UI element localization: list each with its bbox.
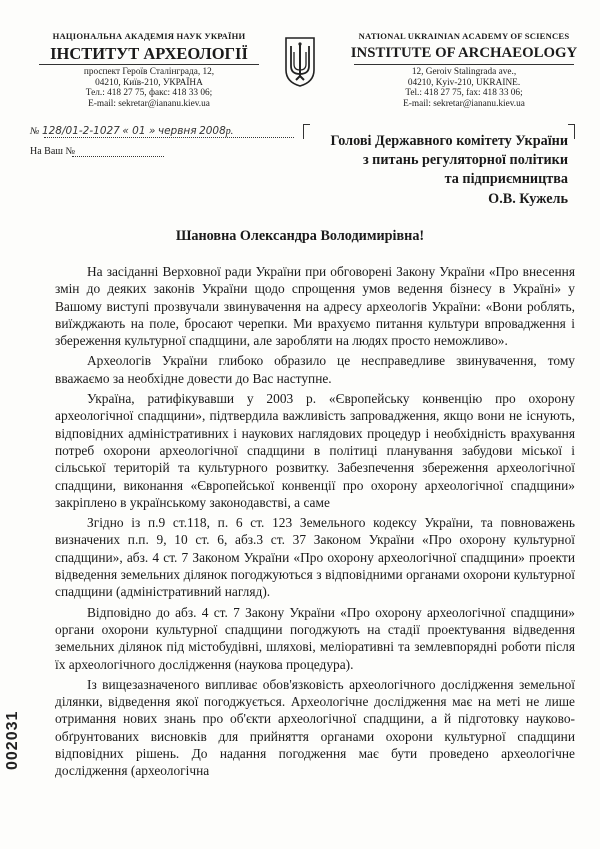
reference-underline xyxy=(44,137,294,138)
addressee-line: з питань регуляторної політики xyxy=(362,152,568,169)
salutation: Шановна Олександра Володимирівна! xyxy=(175,228,425,244)
address-line: 04210, Київ-210, УКРАЇНА xyxy=(95,77,203,88)
body-paragraph: Відповідно до абз. 4 ст. 7 Закону України «Про охорону археологічної спадщини» органи охорони культурної спадщини погоджують на стадії проектування відведення земельних ділянок під містобудівні, шляхові, меліоративні та землевпорядні роботи після їх археологічного дослідження (наукова процедура). xyxy=(55,604,575,672)
reference-number-label: № xyxy=(30,126,40,137)
trident-icon xyxy=(284,36,316,88)
body-paragraph: Археологів України глибоко образило це несправедливе звинувачення, тому вважаємо за необхідне довести до Вас наступне. xyxy=(55,353,575,386)
archive-number: 002031 xyxy=(4,710,21,770)
address-line: проспект Героїв Сталінграда, 12, xyxy=(83,67,215,77)
letterhead-english xyxy=(348,31,580,109)
email-line: E-mail: sekretar@iananu.kiev.ua xyxy=(88,98,210,109)
addressee-line: Голові Державного комітету України xyxy=(330,133,568,149)
addressee-block xyxy=(331,132,569,209)
body-paragraph: На засіданні Верховної ради України при обговорені Закону України «Про внесення змін до деяких законів України щодо спрощення умов ведення бізнесу в Україні» у Вашому виступі прозвучали звинувачення на адресу археологів України: «Вони роблять, виїжджають на поле, бросают черепки. Ми врахуємо питання культури впровадження і збереження культурної спадщини, але заробляти на людях просто неможливо». xyxy=(55,264,575,349)
addressee-name: О.В. Кужель xyxy=(488,190,568,207)
addressee-corner-mark xyxy=(303,124,310,139)
header-rule xyxy=(39,64,259,65)
header-rule xyxy=(354,64,574,65)
body-paragraph: Україна, ратифікувавши у 2003 р. «Європейську конвенцію про охорону археологічної спадщини», підтвердила важливість запровадження, якщо вони не існують, відповідних адміністративних і наукових наглядових процедур і необхідність врахування потреб охорони археологічної спадщини в політиці планування забудови міської і сільської територій та культурного розвитку. Забезпечення збереження археологічної спадщини, виконання «Європейської конвенції про охорону археологічної спадщини» закріплено в українському законодавстві, а саме xyxy=(55,391,575,510)
letter-body xyxy=(55,263,575,783)
phone-line: Тел.: 418 27 75, факс: 418 33 06; xyxy=(85,88,213,99)
email-line: E-mail: sekretar@iananu.kiev.ua xyxy=(403,98,525,109)
addressee-corner-mark xyxy=(568,124,575,139)
reference-month: червня xyxy=(157,125,197,137)
body-paragraph: Згідно із п.9 ст.118, п. 6 ст. 123 Земельного кодексу України, та повноважень визначених п.п. 9, 10 ст. 6, абз.3 ст. 37 Законом України «Про охорону культурної спадщини», абз. 4 ст. 7 Законом України «Про охорону археологічної спадщини» проекти відведення земельних ділянок погоджуються з відповідними органами охорони культурної спадщини (адміністративний нагляд). xyxy=(55,515,575,600)
academy-name: НАЦІОНАЛЬНА АКАДЕМІЯ НАУК УКРАЇНИ xyxy=(52,31,246,41)
your-ref-label: На Ваш № xyxy=(30,146,76,157)
body-paragraph: Із вищезазначеного випливає обов'язковість археологічного дослідження земельної ділянки, відведення якої погоджується. Археологічне дослідження має на меті не лише отримання нових знань про об'єкти археологічної спадщини, а й підготовку науково-обґрунтованих висновків для прийняття органами охорони культурної спадщини відповідних рішень. До надання погодження має бути проведено археологічне дослідження (археологічна xyxy=(55,676,575,779)
reference-day: « 01 » xyxy=(122,125,156,137)
institute-name: ІНСТИТУТ АРХЕОЛОГІЇ xyxy=(50,44,248,63)
letterhead-ukrainian xyxy=(28,31,270,109)
address-line: 12, Geroiv Stalingrada ave., xyxy=(411,67,517,77)
academy-name-en: NATIONAL UKRAINIAN ACADEMY OF SCIENCES xyxy=(358,31,570,41)
year-suffix: р. xyxy=(225,126,234,137)
address-line: 04210, Kyiv-210, UKRAINE. xyxy=(407,77,521,88)
reference-number: 128/01-2-1027 xyxy=(41,125,120,137)
institute-name-en: INSTITUTE OF ARCHAEOLOGY xyxy=(350,45,578,61)
reference-line xyxy=(30,125,233,137)
addressee-line: та підприємництва xyxy=(444,171,568,188)
your-ref-underline xyxy=(72,156,164,157)
reference-year: 2008 xyxy=(199,125,226,137)
phone-line: Tel.: 418 27 75, fax: 418 33 06; xyxy=(405,88,523,99)
